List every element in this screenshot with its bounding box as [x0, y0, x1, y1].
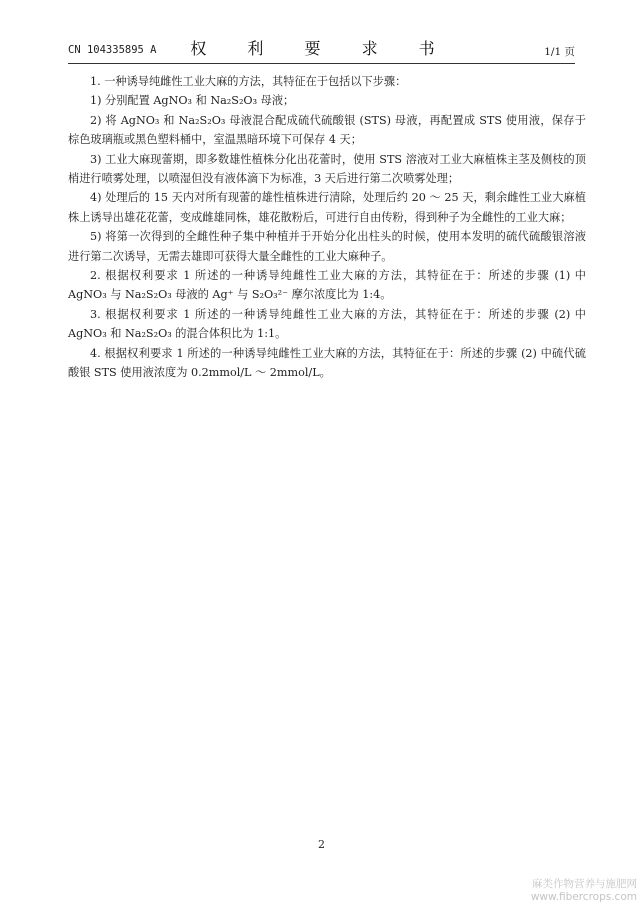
claim-1-step-4: 4) 处理后的 15 天内对所有现蕾的雄性植株进行清除，处理后约 20 ～ 25 天，剩余雌性工业大麻植株上诱导出雄花花蕾，变成雌雄同株，雄花散粉后，可进行自由传粉，得到种子为全雌性的工业大麻；: [68, 191, 586, 224]
page-header: [68, 36, 575, 62]
claim-1-step-5: 5) 将第一次得到的全雌性种子集中种植并于开始分化出柱头的时候，使用本发明的硫代硫酸银溶液进行第二次诱导，无需去雄即可获得大量全雌性的工业大麻种子。: [68, 230, 586, 263]
claim-1-step-3: 3) 工业大麻现蕾期，即多数雄性植株分化出花蕾时，使用 STS 溶液对工业大麻植株主茎及侧枝的顶梢进行喷雾处理，以喷湿但没有液体滴下为标准，3 天后进行第二次喷雾处理；: [68, 152, 586, 186]
document-title: 权 利 要 求 书: [190, 39, 453, 58]
claims-body: [68, 72, 586, 383]
site-watermark: [487, 878, 637, 904]
watermark-line-2: www.fibercrops.com: [530, 891, 637, 903]
claim-1-step-2: 2) 将 AgNO₃ 和 Na₂S₂O₃ 母液混合配成硫代硫酸银 (STS) 母液，再配置成 STS 使用液，保存于棕色玻璃瓶或黑色塑料桶中，室温黑暗环境下可保存 4 天；: [68, 113, 586, 147]
claim-2: 2. 根据权利要求 1 所述的一种诱导纯雌性工业大麻的方法，其特征在于：所述的步骤 (1) 中 AgNO₃ 与 Na₂S₂O₃ 母液的 Ag⁺ 与 S₂O₃²⁻ 摩尔浓度比为 1:4。: [68, 269, 586, 302]
page-count: 1/1 页: [544, 46, 575, 58]
header-divider: [68, 63, 575, 64]
claim-1-step-1: 1) 分别配置 AgNO₃ 和 Na₂S₂O₃ 母液；: [90, 94, 295, 108]
page-number: 2: [318, 838, 325, 851]
publication-number: CN 104335895 A: [68, 44, 157, 56]
claim-1-intro: 1. 一种诱导纯雌性工业大麻的方法，其特征在于包括以下步骤：: [90, 75, 407, 88]
watermark-line-1: 麻类作物营养与施肥网: [532, 878, 637, 890]
claim-4: 4. 根据权利要求 1 所述的一种诱导纯雌性工业大麻的方法，其特征在于：所述的步骤 (2) 中硫代硫酸银 STS 使用液浓度为 0.2mmol/L ～ 2mmol/L。: [68, 346, 586, 380]
claim-3: 3. 根据权利要求 1 所述的一种诱导纯雌性工业大麻的方法，其特征在于：所述的步骤 (2) 中 AgNO₃ 和 Na₂S₂O₃ 的混合体积比为 1:1。: [68, 307, 586, 341]
